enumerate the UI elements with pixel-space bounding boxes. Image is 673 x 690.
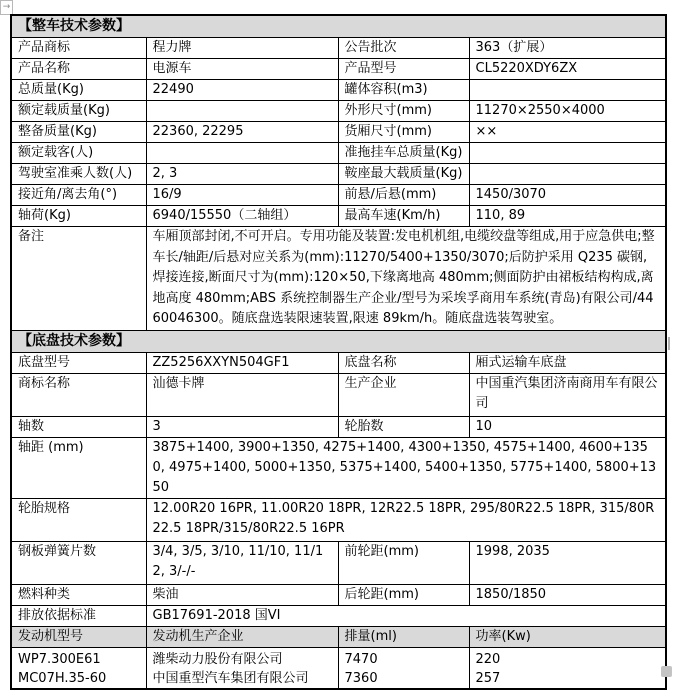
page-edge-mark <box>668 337 670 350</box>
param-value: 中国重汽集团济南商用车有限公司 <box>469 374 666 417</box>
param-label: 额定载质量(Kg) <box>11 101 146 122</box>
param-label: 轴荷(Kg) <box>11 206 146 227</box>
param-label: 接近角/离去角(°) <box>11 185 146 206</box>
param-label: 前轮距(mm) <box>338 542 469 585</box>
section-title: 【整车技术参数】 <box>11 15 666 38</box>
table-row <box>11 542 666 585</box>
param-label: 底盘型号 <box>11 353 146 374</box>
param-value: 1998, 2035 <box>469 542 666 585</box>
param-value <box>146 101 338 122</box>
section-title: 【底盘技术参数】 <box>11 331 666 353</box>
param-value: 22360, 22295 <box>146 122 338 143</box>
engine-displacement-cell <box>338 648 469 690</box>
param-label: 排放依据标准 <box>11 606 146 627</box>
param-label: 货厢尺寸(mm) <box>338 122 469 143</box>
param-label: 总质量(Kg) <box>11 80 146 101</box>
vehicle-spec-table <box>10 14 667 690</box>
param-label: 轴数 <box>11 417 146 438</box>
param-value: 12.00R20 16PR, 11.00R20 18PR, 12R22.5 18PR, 295/80R22.5 18PR, 315/80R22.5 18PR/315/80R22.5 16PR <box>146 499 666 542</box>
param-value: 汕德卡牌 <box>146 374 338 417</box>
param-label: 产品商标 <box>11 38 146 59</box>
param-label: 轴距 (mm) <box>11 438 146 499</box>
param-value <box>469 143 666 164</box>
param-value <box>469 80 666 101</box>
resize-handle-artifact <box>661 666 672 677</box>
param-label: 商标名称 <box>11 374 146 417</box>
engine-displacement: 7360 <box>344 671 378 686</box>
param-value <box>469 164 666 185</box>
param-value: 22490 <box>146 80 338 101</box>
param-value: 16/9 <box>146 185 338 206</box>
param-value: 10 <box>469 417 666 438</box>
param-value: ×× <box>469 122 666 143</box>
param-label: 后轮距(mm) <box>338 585 469 606</box>
engine-manufacturer-cell <box>146 648 338 690</box>
param-value: 厢式运输车底盘 <box>469 353 666 374</box>
param-value: 11270×2550×4000 <box>469 101 666 122</box>
table-row <box>11 80 666 101</box>
engine-model: MC07H.35-60 <box>18 671 107 686</box>
param-value: 程力牌 <box>146 38 338 59</box>
tab-marker-icon: → <box>0 0 13 15</box>
param-value: 电源车 <box>146 59 338 80</box>
param-label: 产品名称 <box>11 59 146 80</box>
section-header-chassis <box>11 331 666 353</box>
table-row <box>11 206 666 227</box>
table-row <box>11 122 666 143</box>
param-value: 363（扩展） <box>469 38 666 59</box>
engine-header-row <box>11 627 666 648</box>
param-value: 柴油 <box>146 585 338 606</box>
section-header-vehicle <box>11 15 666 38</box>
remark-text: 车厢顶部封闭,不可开启。专用功能及装置:发电机机组,电缆绞盘等组成,用于应急供电;整车长/轴距/后悬对应关系为(mm):11270/5400+1350/3070;后防护采用 Q235 碳钢,焊接连接,断面尺寸为(mm):120×50,下缘离地高 480mm;侧面防护由裙板结构构成,离地高度 480mm;ABS 系统控制器生产企业/型号为采埃孚商用车系统(青岛)有限公司/4460046300。随底盘选装限速装置,限速 89km/h。随底盘选装驾驶室。 <box>146 227 666 331</box>
param-value: 3/4, 3/5, 3/10, 11/10, 11/12, 3/-/- <box>146 542 338 585</box>
param-label: 产品型号 <box>338 59 469 80</box>
param-label: 生产企业 <box>338 374 469 417</box>
param-value: 110, 89 <box>469 206 666 227</box>
engine-manufacturer-header: 发动机生产企业 <box>146 627 338 648</box>
param-value: 6940/15550（二轴组） <box>146 206 338 227</box>
engine-displacement-header: 排量(ml) <box>338 627 469 648</box>
param-label: 驾驶室准乘人数(人) <box>11 164 146 185</box>
param-label: 罐体容积(m3) <box>338 80 469 101</box>
engine-displacement: 7470 <box>344 652 378 667</box>
param-label: 准拖挂车总质量(Kg) <box>338 143 469 164</box>
engine-power-cell <box>469 648 666 690</box>
emission-row <box>11 606 666 627</box>
table-row <box>11 417 666 438</box>
engine-model: WP7.300E61 <box>18 652 101 667</box>
engine-model-cell <box>11 648 146 690</box>
table-row <box>11 353 666 374</box>
table-row <box>11 143 666 164</box>
param-label: 最高车速(Km/h) <box>338 206 469 227</box>
engine-data-row <box>11 648 666 690</box>
engine-manufacturer: 中国重型汽车集团有限公司 <box>152 671 309 686</box>
param-label: 公告批次 <box>338 38 469 59</box>
table-row <box>11 585 666 606</box>
param-value: 1450/3070 <box>469 185 666 206</box>
param-value: 3 <box>146 417 338 438</box>
param-label: 钢板弹簧片数 <box>11 542 146 585</box>
param-label: 前悬/后悬(mm) <box>338 185 469 206</box>
param-value: 2, 3 <box>146 164 338 185</box>
table-row <box>11 164 666 185</box>
param-label: 整备质量(Kg) <box>11 122 146 143</box>
param-label: 底盘名称 <box>338 353 469 374</box>
table-row <box>11 185 666 206</box>
param-label: 鞍座最大载质量(Kg) <box>338 164 469 185</box>
table-row <box>11 374 666 417</box>
param-label: 额定载客(人) <box>11 143 146 164</box>
wheelbase-row <box>11 438 666 499</box>
param-label: 轮胎规格 <box>11 499 146 542</box>
param-value: 1850/1850 <box>469 585 666 606</box>
remark-row <box>11 227 666 331</box>
param-label: 轮胎数 <box>338 417 469 438</box>
param-value: CL5220XDY6ZX <box>469 59 666 80</box>
param-value: ZZ5256XXYN504GF1 <box>146 353 338 374</box>
table-row <box>11 59 666 80</box>
param-label: 燃料种类 <box>11 585 146 606</box>
param-value <box>146 143 338 164</box>
table-row <box>11 38 666 59</box>
param-label: 外形尺寸(mm) <box>338 101 469 122</box>
engine-manufacturer: 潍柴动力股份有限公司 <box>152 652 283 667</box>
engine-power: 257 <box>475 671 501 686</box>
remark-label: 备注 <box>11 227 146 331</box>
engine-model-header: 发动机型号 <box>11 627 146 648</box>
engine-power-header: 功率(Kw) <box>469 627 666 648</box>
param-value: GB17691-2018 国VI <box>146 606 666 627</box>
param-value: 3875+1400, 3900+1350, 4275+1400, 4300+1350, 4575+1400, 4600+1350, 4975+1400, 5000+1350, 5375+1400, 5400+1350, 5775+1400, 5800+1350 <box>146 438 666 499</box>
engine-power: 220 <box>475 652 501 667</box>
table-row <box>11 101 666 122</box>
tire-spec-row <box>11 499 666 542</box>
